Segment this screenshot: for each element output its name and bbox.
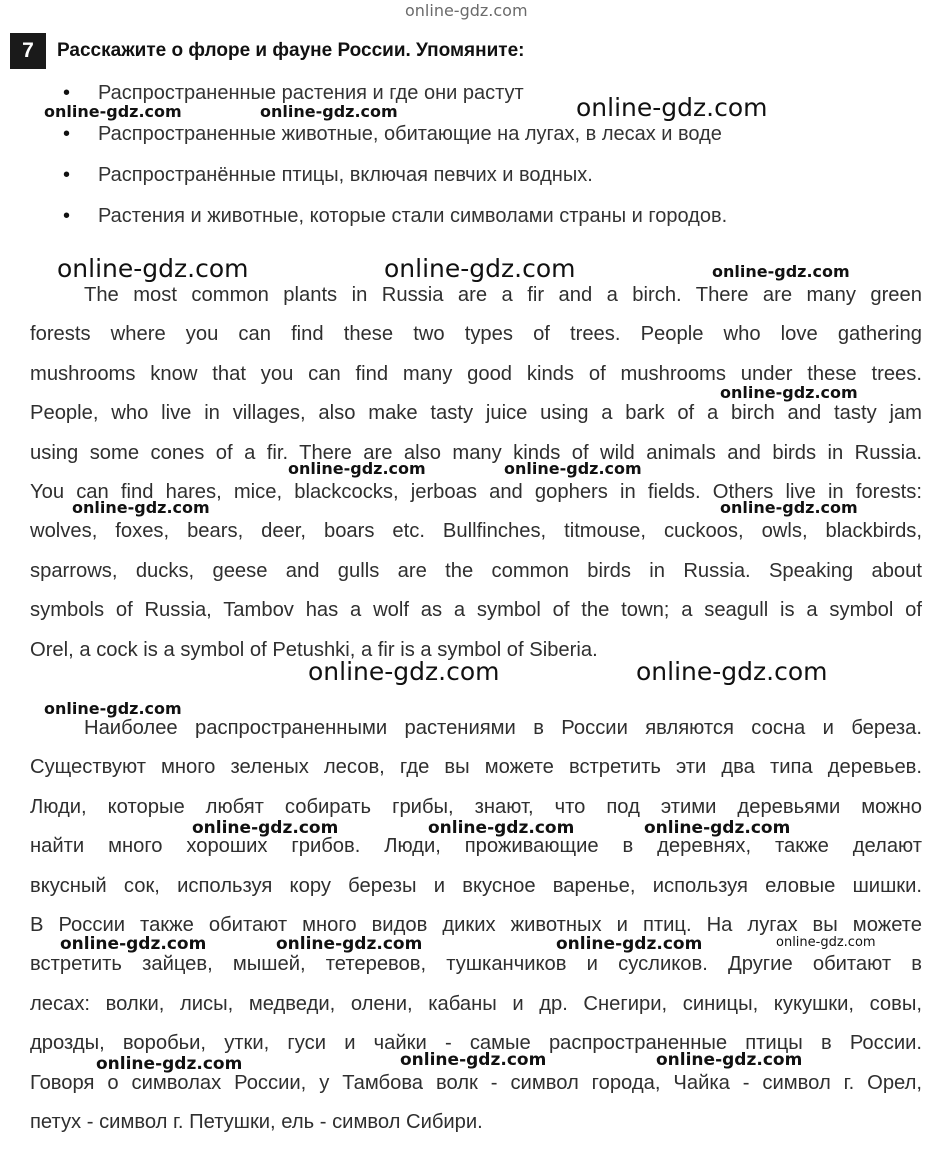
english-answer-paragraph <box>30 276 922 670</box>
watermark: online-gdz.com <box>636 657 828 686</box>
watermark: online-gdz.com <box>720 498 858 517</box>
russian-line: Говоря о символах России, у Тамбова волк - символ города, Чайка - символ г. Орел, <box>30 1071 922 1094</box>
watermark: online-gdz.com <box>720 383 858 402</box>
english-line: Orel, a cock is a symbol of Petushki, a fir is a symbol of Siberia. <box>30 638 598 661</box>
bullet-icon: • <box>63 123 71 145</box>
bullet-icon: • <box>63 82 71 104</box>
russian-line: Существуют много зеленых лесов, где вы можете встретить эти два типа деревьев. <box>30 756 922 779</box>
task-number-badge: 7 <box>10 33 46 69</box>
watermark: online-gdz.com <box>192 818 339 838</box>
watermark: online-gdz.com <box>504 459 642 478</box>
english-line: symbols of Russia, Tambov has a wolf as a symbol of the town; a seagull is a symbol of <box>30 599 922 622</box>
english-line: wolves, foxes, bears, deer, boars etc. Bullfinches, titmouse, cuckoos, owls, blackbirds, <box>30 520 922 543</box>
watermark: online-gdz.com <box>400 1050 547 1070</box>
watermark: online-gdz.com <box>276 934 423 954</box>
watermark: online-gdz.com <box>556 934 703 954</box>
bullet-item: Распространённые птицы, включая певчих и водных. <box>98 164 593 186</box>
english-line: sparrows, ducks, geese and gulls are the common birds in Russia. Speaking about <box>30 559 922 582</box>
russian-translation-paragraph <box>30 709 922 1142</box>
russian-line: Люди, которые любят собирать грибы, знают, что под этими деревьями можно <box>30 795 922 818</box>
task-heading: Расскажите о флоре и фауне России. Упомяните: <box>57 40 525 61</box>
english-line: The most common plants in Russia are a fir and a birch. There are many green <box>84 284 922 306</box>
bullet-icon: • <box>63 205 71 227</box>
watermark: online-gdz.com <box>44 102 182 121</box>
watermark: online-gdz.com <box>288 459 426 478</box>
watermark: online-gdz.com <box>44 699 182 718</box>
bullet-item: Растения и животные, которые стали символами страны и городов. <box>98 205 728 227</box>
english-line: mushrooms know that you can find many good kinds of mushrooms under these trees. <box>30 362 922 385</box>
russian-line: найти много хороших грибов. Люди, проживающие в деревнях, также делают <box>30 835 922 858</box>
watermark: online-gdz.com <box>57 254 249 283</box>
english-line: You can find hares, mice, blackcocks, jerboas and gophers in fields. Others live in forests: <box>30 480 922 503</box>
watermark: online-gdz.com <box>656 1050 803 1070</box>
watermark: online-gdz.com <box>72 498 210 517</box>
russian-line: встретить зайцев, мышей, тетеревов, тушканчиков и сусликов. Другие обитают в <box>30 953 922 976</box>
russian-line: лесах: волки, лисы, медведи, олени, кабаны и др. Снегири, синицы, кукушки, совы, <box>30 992 922 1015</box>
english-line: forests where you can find these two types of trees. People who love gathering <box>30 323 922 346</box>
bullet-item: Распространенные растения и где они растут <box>98 82 524 104</box>
watermark: online-gdz.com <box>384 254 576 283</box>
russian-line: Наиболее распространенными растениями в России являются сосна и береза. <box>84 717 922 739</box>
watermark: online-gdz.com <box>712 262 850 281</box>
watermark: online-gdz.com <box>644 818 791 838</box>
english-line: using some cones of a fir. There are also many kinds of wild animals and birds in Russia. <box>30 441 922 464</box>
bullet-item: Распространенные животные, обитающие на лугах, в лесах и воде <box>98 123 722 145</box>
russian-line: петух - символ г. Петушки, ель - символ Сибири. <box>30 1110 483 1133</box>
watermark: online-gdz.com <box>260 102 398 121</box>
russian-line: В России также обитают много видов диких животных и птиц. На лугах вы можете <box>30 913 922 936</box>
english-line: People, who live in villages, also make tasty juice using a bark of a birch and tasty jam <box>30 402 922 425</box>
russian-line: дрозды, воробьи, утки, гуси и чайки - самые распространенные птицы в России. <box>30 1032 922 1055</box>
watermark: online-gdz.com <box>428 818 575 838</box>
watermark: online-gdz.com <box>576 93 768 122</box>
watermark: online-gdz.com <box>60 934 207 954</box>
russian-line: вкусный сок, используя кору березы и вкусное варенье, используя еловые шишки. <box>30 874 922 897</box>
bullet-icon: • <box>63 164 71 186</box>
watermark: online-gdz.com <box>776 935 876 950</box>
watermark-top: online-gdz.com <box>405 1 528 20</box>
watermark: online-gdz.com <box>308 657 500 686</box>
watermark: online-gdz.com <box>96 1054 243 1074</box>
